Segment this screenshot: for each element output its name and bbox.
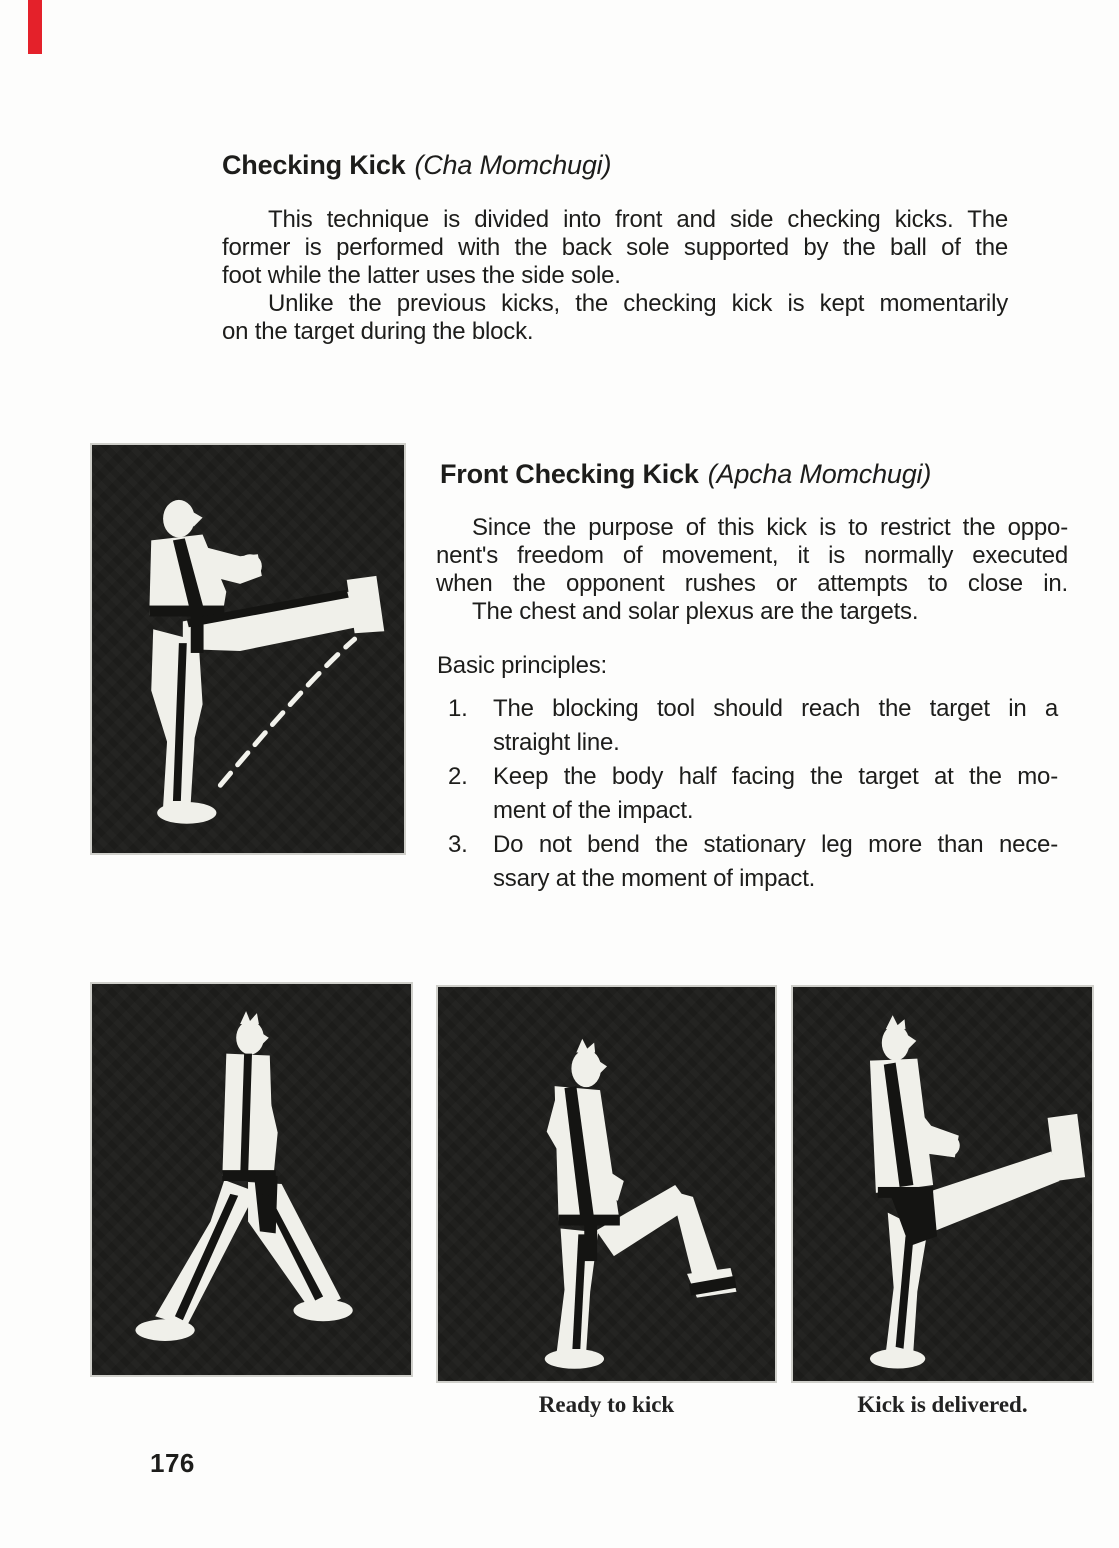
section2-title-korean: (Apcha Momchugi) <box>707 459 932 489</box>
page-number: 176 <box>150 1448 195 1478</box>
list-item <box>448 828 1058 896</box>
ready-to-kick-figure <box>438 987 775 1381</box>
photo-ready-to-kick <box>436 985 777 1383</box>
paragraph-line: This technique is divided into front and side checking kicks. The <box>268 206 1008 233</box>
section1-heading <box>222 150 611 181</box>
list-line: Keep the body half facing the target at the mo- <box>493 763 1058 790</box>
caption-kick-is-delivered: Kick is delivered. <box>857 1392 1028 1417</box>
paragraph-line: nent's freedom of movement, it is normally executed <box>436 542 1068 569</box>
list-number: 1. <box>448 695 468 722</box>
section2-title: Front Checking Kick <box>440 459 699 489</box>
kick-demo-figure <box>92 445 404 853</box>
paragraph-line: when the opponent rushes or attempts to close in. <box>436 570 1068 597</box>
photo-front-checking-kick-arc <box>90 443 406 855</box>
list-line: Do not bend the stationary leg more than nece- <box>493 831 1058 858</box>
caption-ready-to-kick: Ready to kick <box>538 1392 675 1417</box>
paragraph-line: on the target during the block. <box>222 318 534 345</box>
list-line: ssary at the moment of impact. <box>493 865 816 892</box>
paragraph-line: former is performed with the back sole supported by the ball of the <box>222 234 1008 261</box>
kick-delivered-figure <box>793 987 1092 1381</box>
photo-kick-delivered <box>791 985 1094 1383</box>
list-number: 2. <box>448 763 468 790</box>
red-registration-mark <box>28 0 42 54</box>
kick-trajectory-arc <box>220 639 354 785</box>
list-number: 3. <box>448 831 468 858</box>
photo-walking-stance <box>90 982 413 1377</box>
list-item <box>448 692 1058 760</box>
walking-stance-figure <box>92 984 411 1375</box>
list-line: The blocking tool should reach the target in a <box>493 695 1058 722</box>
section2-body <box>436 514 1068 626</box>
paragraph-line: foot while the latter uses the side sole. <box>222 262 621 289</box>
section2-heading <box>440 459 931 490</box>
paragraph-line: The chest and solar plexus are the targets. <box>472 598 919 625</box>
principles-list <box>448 692 1058 896</box>
paragraph-line: Unlike the previous kicks, the checking kick is kept momentarily <box>268 290 1008 317</box>
section1-title: Checking Kick <box>222 150 406 180</box>
list-item <box>448 760 1058 828</box>
list-line: straight line. <box>493 729 620 756</box>
list-line: ment of the impact. <box>493 797 694 824</box>
section1-body <box>222 206 1008 346</box>
section1-title-korean: (Cha Momchugi) <box>414 150 612 180</box>
basic-principles-label: Basic principles: <box>437 652 608 679</box>
paragraph-line: Since the purpose of this kick is to restrict the oppo- <box>472 514 1068 541</box>
